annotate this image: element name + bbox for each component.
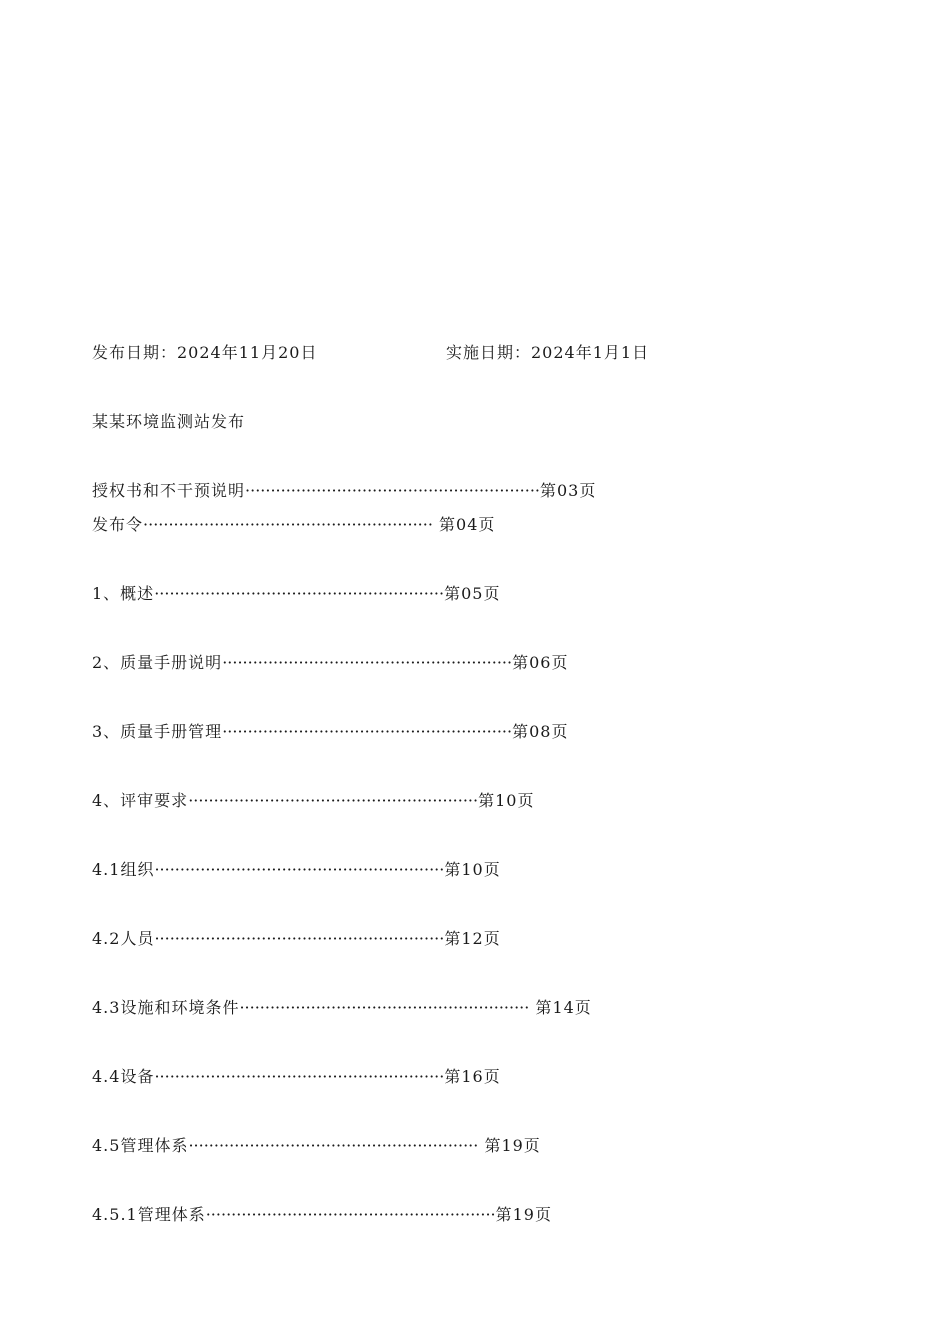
- toc-entry: [92, 791, 534, 811]
- toc-entry: [92, 929, 501, 949]
- toc-leader-dots: ·························································: [154, 860, 445, 879]
- toc-leader-dots: ·························································: [154, 1067, 445, 1086]
- toc-entry: [92, 653, 568, 673]
- toc-leader-dots: ·························································: [205, 1205, 496, 1224]
- toc-page-number: 第06页: [512, 653, 569, 672]
- toc-entry-title: 1、概述: [92, 584, 155, 603]
- toc-leader-dots: ·························································: [239, 998, 530, 1017]
- toc-entry-title: 3、质量手册管理: [92, 722, 223, 741]
- toc-entry: [92, 515, 495, 535]
- toc-entry-title: 发布令: [92, 515, 144, 534]
- toc-page-number: 第16页: [444, 1067, 501, 1086]
- toc-page-number: 第12页: [444, 929, 501, 948]
- publish-date: 发布日期：2024年11月20日: [92, 343, 318, 362]
- toc-page-number: 第04页: [432, 515, 496, 534]
- toc-leader-dots: ·························································: [154, 929, 445, 948]
- toc-entry: [92, 722, 568, 742]
- toc-entry: [92, 481, 596, 501]
- toc-entry-title: 4.5.1管理体系: [92, 1205, 206, 1224]
- toc-leader-dots: ·························································: [188, 791, 479, 810]
- toc-page-number: 第14页: [529, 998, 592, 1017]
- toc-page-number: 第08页: [512, 722, 569, 741]
- toc-entry-title: 4.4设备: [92, 1067, 155, 1086]
- toc-leader-dots: ·························································: [222, 653, 513, 672]
- toc-page-number: 第19页: [478, 1136, 541, 1155]
- publisher-line: 某某环境监测站发布: [92, 412, 246, 431]
- toc-entry: [92, 1205, 552, 1225]
- toc-entry: [92, 860, 501, 880]
- toc-entry-title: 4.1组织: [92, 860, 155, 879]
- toc-page-number: 第10页: [444, 860, 501, 879]
- toc-entry: [92, 1067, 501, 1087]
- toc-entry-title: 4.3设施和环境条件: [92, 998, 240, 1017]
- toc-page-number: 第10页: [478, 791, 535, 810]
- toc-leader-dots: ·························································: [222, 722, 513, 741]
- effective-date: 实施日期：2024年1月1日: [446, 343, 650, 362]
- toc-entry-title: 4.2人员: [92, 929, 155, 948]
- toc-entry-title: 2、质量手册说明: [92, 653, 223, 672]
- toc-leader-dots: ·························································: [188, 1136, 479, 1155]
- toc-page-number: 第19页: [495, 1205, 552, 1224]
- toc-page-number: 第03页: [540, 481, 597, 500]
- toc-entry: [92, 998, 592, 1018]
- toc-leader-dots: ·························································: [154, 584, 445, 603]
- toc-leader-dots: ··························································: [245, 481, 540, 500]
- toc-entry-title: 4.5管理体系: [92, 1136, 189, 1155]
- toc-entry-title: 4、评审要求: [92, 791, 189, 810]
- toc-entry-title: 授权书和不干预说明: [92, 481, 246, 500]
- toc-page-number: 第05页: [444, 584, 501, 603]
- toc-entry: [92, 1136, 541, 1156]
- toc-entry: [92, 584, 500, 604]
- toc-leader-dots: ·························································: [143, 515, 433, 534]
